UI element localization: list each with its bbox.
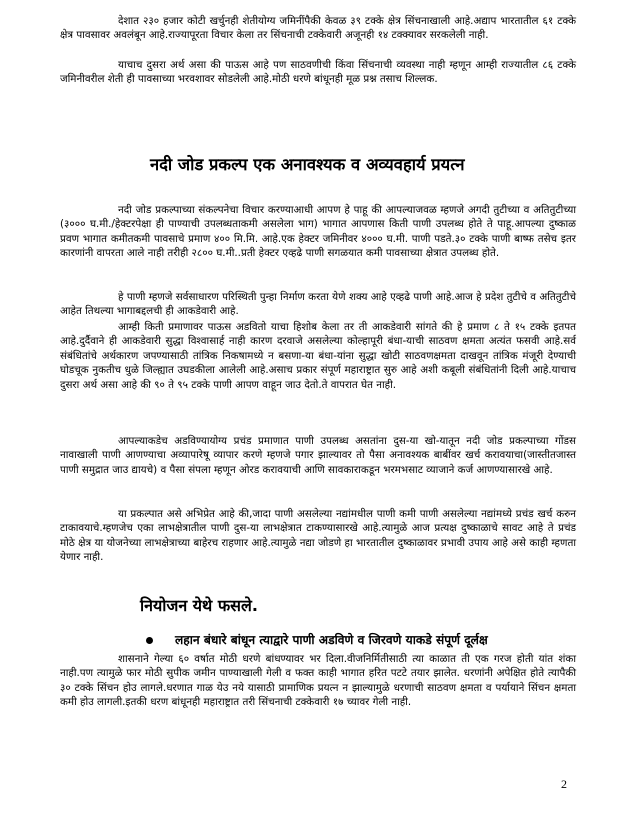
paragraph-project-intent: या प्रकल्पात असे अभिप्रेत आहे की,जादा पाणी असलेल्या नद्यांमधील पाणी कमी पाणी असलेल्या नद्यांमध्ये प्रचंड खर्च करुन टाकावयाचे.म्हणजेच एका लाभक्षेत्रातील पाणी दुस-या लाभक्षेत्रात टाकण्यासारखे आहे.त्यामुळे आज प्रत्यक्ष दुष्काळाचे सावट आहे ते प्रचंड मोठे क्षेत्र या योजनेच्या लाभक्षेत्राच्या बाहेरच राहणार आहे.त्यामुळे नद्या जोडणे हा भारतातील दुष्काळावर प्रभावी उपाय आहे असे काही म्हणता येणार नाही.	[60, 508, 576, 564]
bullet-heading-text: लहान बंधारे बांधून त्याद्वारे पाणी अडविणे व जिरवणे याकडे संपूर्ण दूर्लक्ष	[175, 633, 488, 647]
paragraph-rainfall-availability: नदी जोड प्रकल्पाच्या संकल्पनेचा विचार करण्याआधी आपण हे पाहू की आपल्याजवळ म्हणजे अगदी तुटीच्या व अतितुटीच्या (३००० घ.मी./हेक्टरपेक्षा ही पाण्याची उपलब्धताकमी असलेला भाग) भागात आपणास किती पाणी उपलब्ध होते ते पाहू.आपल्या दुष्काळ प्रवण भागात कमीतकमी पावसाचे प्रमाण ४०० मि.मि. आहे.एक हेक्टर जमिनीवर ४००० घ.मी. पाणी पडते.३० टक्के पाणी बाष्फ तसेच इतर कारणांनी वापरता आले नाही तरीही २८०० घ.मी..प्रती हेक्टर एव्हढे पाणी सगळयात कमी पावसाच्या क्षेत्रात उपलब्ध होते.	[60, 204, 576, 260]
paragraph-water-sufficiency: हे पाणी म्हणजे सर्वसाधारण परिस्थिती पुन्हा निर्माण करता येणे शक्य आहे एव्हढे पाणी आहे.आज हे प्रदेश तुटीचे व अतितुटीचे आहेत तिथल्या भागाबद्दलची ही आकडेवारी आहे.	[60, 291, 576, 318]
paragraph-rain-dependence: याचाच दुसरा अर्थ असा की पाऊस आहे पण साठवणीची किंवा सिंचनाची व्यवस्था नाही म्हणून आम्ही राज्यातील ८६ टक्के जमिनीवरील शेती ही पावसाच्या भरवशावर सोडलेली आहे.मोठी धरणे बांधूनही मूळ प्रश्न तसाच शिल्लक.	[60, 59, 576, 86]
paragraph-river-linking-criticism: आपल्याकडेच अडविण्यायोग्य प्रचंड प्रमाणात पाणी उपलब्ध असतांना दुस-या खो-यातून नदी जोड प्रकल्पाच्या गोंडस नावाखाली पाणी आणण्याचा अव्यापारेषू व्यापार करणे म्हणजे पगार झाल्यावर तो पैसा अनावश्यक बाबींवर खर्च करावयाचा(जास्तीतजास्त पाणी समुद्रात जाउ द्यायचे) व पैसा संपला म्हणून ओरड करावयाची आणि सावकाराकडून भरमभसाट व्याजाने कर्ज आणण्यासारखे आहे.	[60, 435, 576, 476]
paragraph-irrigation-stats: देशात २३० हजार कोटी खर्चुनही शेतीयोग्य जमिनींपैकी केवळ ३९ टक्के क्षेत्र सिंचनाखाली आहे.अद्याप भारतातील ६१ टक्के क्षेत्र पावसावर अवलंबून आहे.राज्यापूरता विचार केला तर सिंचनाची टक्केवारी अजूनही १४ टक्क्यावर सरकलेली नाही.	[60, 15, 576, 42]
main-heading: नदी जोड प्रकल्प एक अनावश्यक व अव्यवहार्य प्रयत्न	[150, 155, 465, 174]
paragraph-large-dams: शासनाने गेल्या ६० वर्षात मोठी धरणे बांधण्यावर भर दिला.वीजनिर्मितीसाठी त्या काळात ती एक गरज होती यांत शंका नाही.पण त्यामुळे फार मोठी सुपीक जमीन पाण्याखाली गेली व फक्त काही भागात हरित पटटे तयार झालेत. धरणांनी अपेक्षित होते त्यापैकी ३० टक्के सिंचन होउ लागले.धरणात गाळ येउ नये यासाठी प्रामाणिक प्रयत्न न झाल्यामुळे धरणाची साठवण क्षमता व पर्यायाने सिंचन क्षमता कमी होउ लागली.इतकी धरण बांधूनही महाराष्ट्रात तरी सिंचनाची टक्केवारी १७ च्यावर गेली नाही.	[60, 653, 576, 709]
paragraph-storage-capacity: आम्ही किती प्रमाणावर पाऊस अडवितो याचा हिशोब केला तर ती आकडेवारी सांगते की हे प्रमाण ८ ते १५ टक्के इतपत आहे.दुर्दैवाने ही आकडेवारी सुद्धा विश्वासार्ह नाही कारण दरवाजे असलेल्या कोल्हापूरी बंधा-याची साठवण क्षमता अत्यंत फसवी आहे.सर्व संबंधितांचे अर्थकारण जपण्यासाठी तांत्रिक निकषामध्ये न बसणा-या बंधा-यांना सुद्धा खोटी साठवणक्षमता दाखवून तांत्रिक मंजूरी देण्याची घोडचूक नुकतीच धुळे जिल्ह्यात उघडकीला आलेली आहे.असाच प्रकार संपूर्ण महाराष्ट्रात सुरु आहे अशी कबूली संबंधितांनी दिली आहे.याचाच दुसरा अर्थ असा आहे की ९० ते ९५ टक्के पाणी आपण वाहून जाउ देतो.ते वापरात घेत नाही.	[60, 321, 576, 391]
section-heading: नियोजन येथे फसले.	[140, 596, 258, 615]
page-number: 2	[561, 777, 567, 791]
bullet-heading	[146, 631, 488, 648]
bullet-icon	[146, 637, 153, 644]
